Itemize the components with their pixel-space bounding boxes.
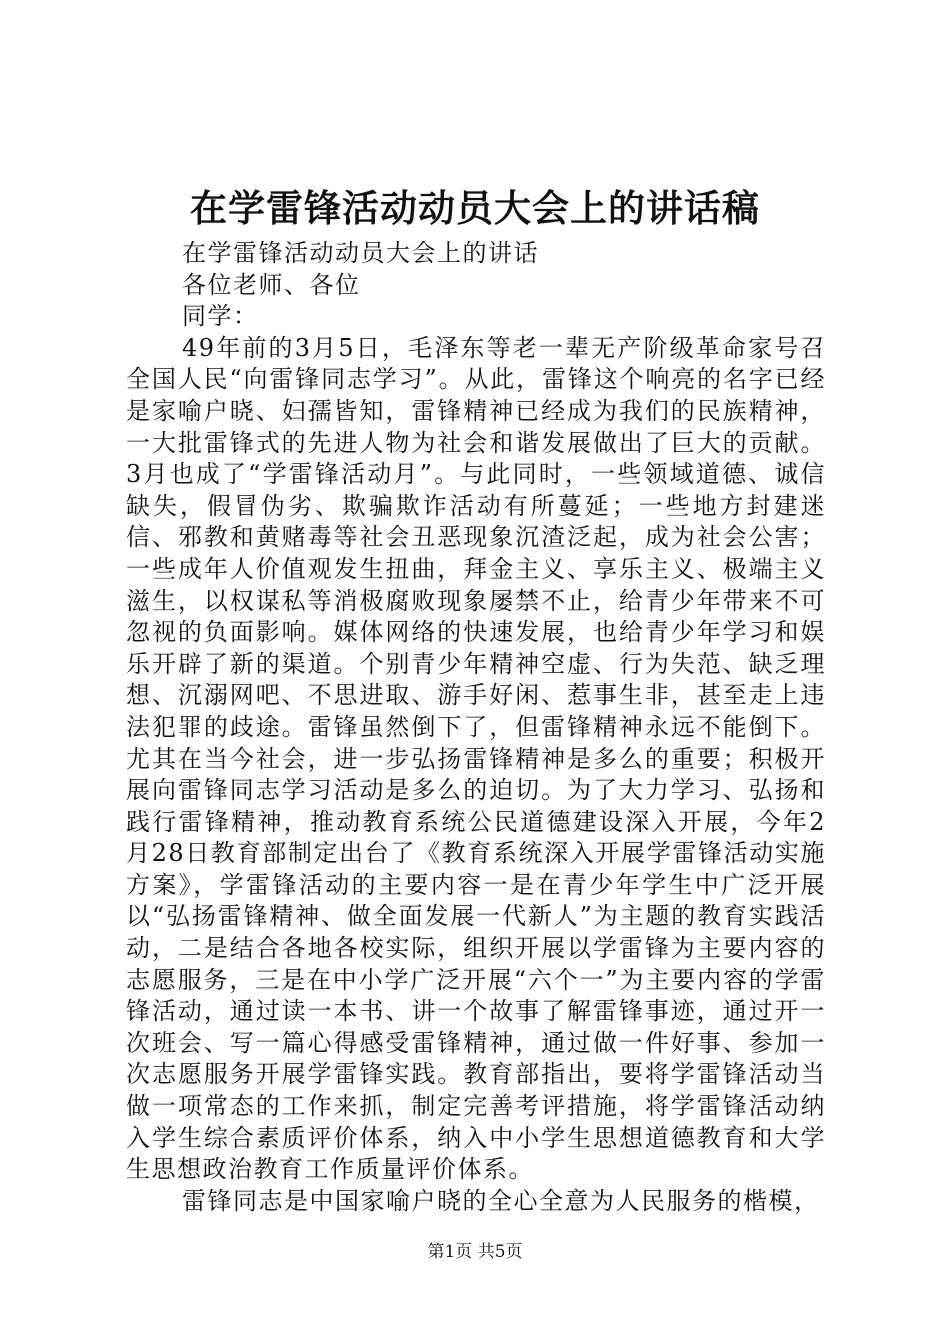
- salutation-line-1: 各位老师、各位: [182, 270, 361, 299]
- document-body: [126, 238, 826, 1217]
- page-number-footer: 第1页 共5页: [427, 1242, 523, 1262]
- speech-subtitle: 在学雷锋活动动员大会上的讲话: [182, 239, 539, 267]
- body-paragraph: 雷锋同志是中国家喻户晓的全心全意为人民服务的楷模，: [182, 1186, 820, 1215]
- body-paragraph: 49年前的3月5日，毛泽东等老一辈无产阶级革命家号召全国人民“向雷锋同志学习”。从此，雷锋这个响亮的名字已经是家喻户晓、妇孺皆知，雷锋精神已经成为我们的民族精神，一大批雷锋式的先进人物为社会和谐发展做出了巨大的贡献。3月也成了“学雷锋活动月”。与此同时，一些领域道德、诚信缺失，假冒伪劣、欺骗欺诈活动有所蔓延；一些地方封建迷信、邪教和黄赌毒等社会丑恶现象沉渣泛起，成为社会公害；一些成年人价值观发生扭曲，拜金主义、享乐主义、极端主义滋生，以权谋私等消极腐败现象屡禁不止，给青少年带来不可忽视的负面影响。媒体网络的快速发展，也给青少年学习和娱乐开辟了新的渠道。个别青少年精神空虚、行为失范、缺乏理想、沉溺网吧、不思进取、游手好闲、惹事生非，甚至走上违法犯罪的歧途。雷锋虽然倒下了，但雷锋精神永远不能倒下。尤其在当今社会，进一步弘扬雷锋精神是多么的重要；积极开展向雷锋同志学习活动是多么的迫切。为了大力学习、弘扬和践行雷锋精神，推动教育系统公民道德建设深入开展，今年2月28日教育部制定出台了《教育系统深入开展学雷锋活动实施方案》，学雷锋活动的主要内容一是在青少年学生中广泛开展以“弘扬雷锋精神、做全面发展一代新人”为主题的教育实践活动，二是结合各地各校实际，组织开展以学雷锋为主要内容的志愿服务，三是在中小学广泛开展“六个一”为主要内容的学雷锋活动，通过读一本书、讲一个故事了解雷锋事迹，通过开一次班会、写一篇心得感受雷锋精神，通过做一件好事、参加一次志愿服务开展学雷锋实践。教育部指出，要将学雷锋活动当做一项常态的工作来抓，制定完善考评措施，将学雷锋活动纳入学生综合素质评价体系，纳入中小学生思想道德教育和大学生思想政治教育工作质量评价体系。: [126, 333, 826, 1184]
- document-title: 在学雷锋活动动员大会上的讲话稿: [190, 186, 760, 230]
- salutation-line-2: 同学：: [182, 302, 259, 331]
